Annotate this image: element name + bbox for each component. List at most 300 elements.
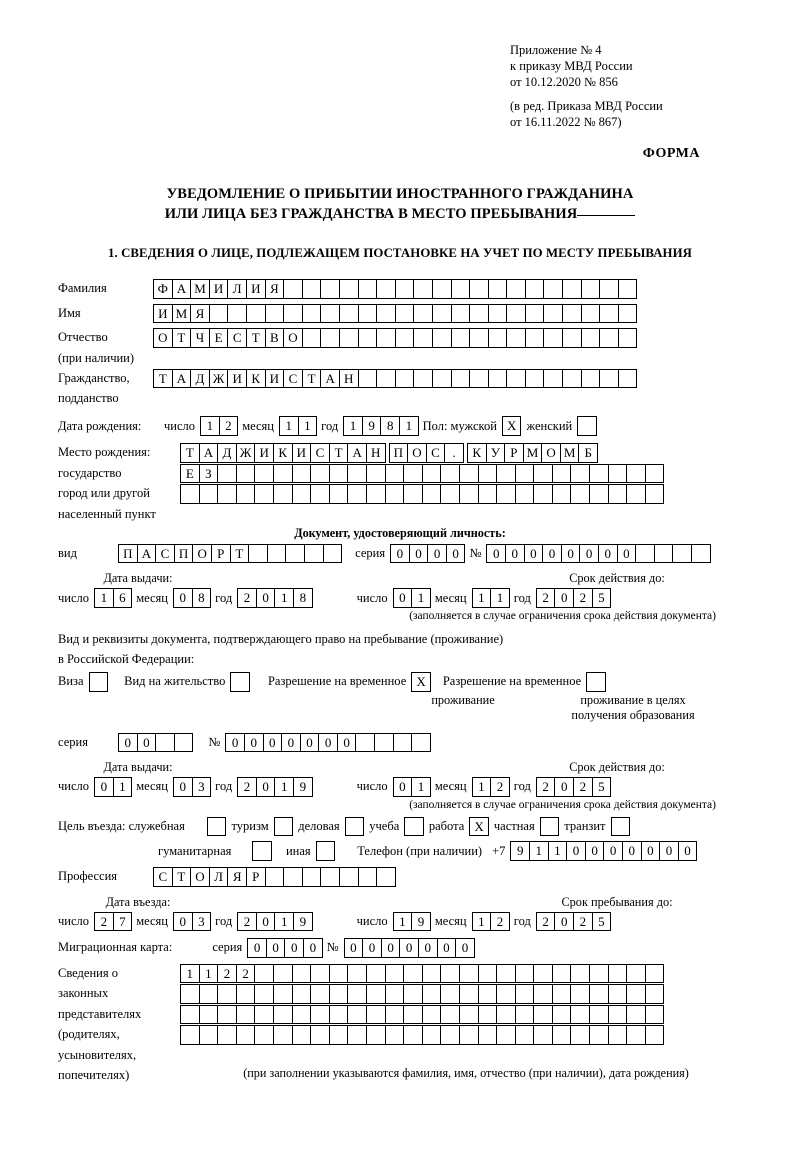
birth-month-input[interactable] [279,416,316,436]
char-cell[interactable]: 3 [192,912,212,932]
document-series-input[interactable] [390,544,464,564]
char-cell[interactable] [422,464,442,484]
char-cell[interactable]: 0 [390,544,410,564]
char-cell[interactable]: Л [227,279,247,299]
migration-number-input[interactable] [344,938,474,958]
char-cell[interactable]: 5 [592,588,612,608]
permit-valid-month-input[interactable] [472,777,509,797]
char-cell[interactable] [440,964,460,984]
char-cell[interactable] [618,328,638,348]
char-cell[interactable]: П [174,544,194,564]
char-cell[interactable] [302,867,322,887]
char-cell[interactable] [589,984,609,1004]
char-cell[interactable]: 0 [409,544,429,564]
char-cell[interactable] [496,484,516,504]
char-cell[interactable] [283,867,303,887]
char-cell[interactable]: 0 [318,733,338,753]
char-cell[interactable] [626,464,646,484]
char-cell[interactable] [478,1005,498,1025]
char-cell[interactable]: 5 [592,777,612,797]
char-cell[interactable] [265,867,285,887]
char-cell[interactable] [199,1005,219,1025]
char-cell[interactable]: Я [190,304,210,324]
issue-year-input[interactable] [237,588,311,608]
char-cell[interactable]: Р [211,544,231,564]
char-cell[interactable] [525,369,545,389]
char-cell[interactable] [618,279,638,299]
char-cell[interactable]: 0 [393,777,413,797]
char-cell[interactable] [599,328,619,348]
char-cell[interactable]: 0 [118,733,138,753]
char-cell[interactable]: А [320,369,340,389]
char-cell[interactable]: 0 [173,588,193,608]
char-cell[interactable]: 7 [113,912,133,932]
char-cell[interactable] [217,464,237,484]
char-cell[interactable] [174,733,194,753]
char-cell[interactable]: И [246,279,266,299]
char-cell[interactable] [626,1005,646,1025]
char-cell[interactable] [589,484,609,504]
char-cell[interactable] [403,464,423,484]
char-cell[interactable]: С [227,328,247,348]
char-cell[interactable] [645,1005,665,1025]
char-cell[interactable] [533,484,553,504]
char-cell[interactable]: М [523,443,543,463]
char-cell[interactable] [273,484,293,504]
char-cell[interactable] [422,484,442,504]
char-cell[interactable]: О [192,544,212,564]
char-cell[interactable] [366,464,386,484]
char-cell[interactable] [385,1025,405,1045]
char-cell[interactable]: 0 [256,777,276,797]
char-cell[interactable] [552,984,572,1004]
char-cell[interactable]: 2 [94,912,114,932]
char-cell[interactable] [533,984,553,1004]
char-cell[interactable]: 0 [486,544,506,564]
char-cell[interactable] [374,733,394,753]
purpose-official-checkbox[interactable] [207,817,227,837]
char-cell[interactable] [403,964,423,984]
char-cell[interactable] [385,964,405,984]
char-cell[interactable] [469,304,489,324]
char-cell[interactable]: 0 [641,841,661,861]
char-cell[interactable] [608,1025,628,1045]
char-cell[interactable]: С [155,544,175,564]
char-cell[interactable]: 0 [437,938,457,958]
char-cell[interactable]: 2 [573,588,593,608]
char-cell[interactable] [515,484,535,504]
char-cell[interactable] [339,279,359,299]
char-cell[interactable]: М [560,443,580,463]
char-cell[interactable] [552,1005,572,1025]
entry-month-input[interactable] [173,912,210,932]
char-cell[interactable] [515,984,535,1004]
char-cell[interactable]: О [407,443,427,463]
char-cell[interactable] [358,369,378,389]
char-cell[interactable] [543,279,563,299]
char-cell[interactable]: 0 [455,938,475,958]
char-cell[interactable]: 0 [659,841,679,861]
char-cell[interactable]: Т [329,443,349,463]
char-cell[interactable] [432,328,452,348]
char-cell[interactable]: А [172,279,192,299]
char-cell[interactable]: 0 [137,733,157,753]
char-cell[interactable]: 0 [303,938,323,958]
visa-checkbox[interactable] [89,672,109,692]
char-cell[interactable]: Н [339,369,359,389]
char-cell[interactable]: 2 [536,777,556,797]
char-cell[interactable] [395,279,415,299]
char-cell[interactable] [376,328,396,348]
char-cell[interactable] [246,304,266,324]
char-cell[interactable] [329,964,349,984]
char-cell[interactable]: 1 [274,777,294,797]
permit-series-input[interactable] [118,733,192,753]
char-cell[interactable]: Т [153,369,173,389]
birthplace-line-2-input[interactable] [180,464,663,484]
char-cell[interactable]: П [389,443,409,463]
entry-day-input[interactable] [94,912,131,932]
legal-rep-line-1-input[interactable] [180,964,663,984]
char-cell[interactable] [488,304,508,324]
char-cell[interactable]: 0 [542,544,562,564]
char-cell[interactable] [310,964,330,984]
char-cell[interactable] [552,964,572,984]
char-cell[interactable]: . [444,443,464,463]
char-cell[interactable]: 2 [237,777,257,797]
char-cell[interactable]: 0 [381,938,401,958]
phone-input[interactable] [510,841,696,861]
char-cell[interactable] [310,984,330,1004]
char-cell[interactable] [347,1005,367,1025]
char-cell[interactable]: 6 [113,588,133,608]
issue-day-input[interactable] [94,588,131,608]
char-cell[interactable]: А [172,369,192,389]
char-cell[interactable]: 0 [244,733,264,753]
char-cell[interactable] [180,484,200,504]
purpose-business-checkbox[interactable] [345,817,365,837]
char-cell[interactable] [254,484,274,504]
char-cell[interactable] [478,1025,498,1045]
char-cell[interactable]: И [265,369,285,389]
char-cell[interactable]: 0 [554,588,574,608]
char-cell[interactable] [366,484,386,504]
char-cell[interactable] [339,328,359,348]
char-cell[interactable]: 0 [566,841,586,861]
char-cell[interactable] [320,328,340,348]
char-cell[interactable] [525,328,545,348]
char-cell[interactable] [329,1005,349,1025]
char-cell[interactable] [506,304,526,324]
char-cell[interactable] [451,369,471,389]
char-cell[interactable]: 9 [293,912,313,932]
char-cell[interactable] [459,964,479,984]
char-cell[interactable]: С [153,867,173,887]
legal-rep-line-4-input[interactable] [180,1025,663,1045]
char-cell[interactable]: 0 [446,544,466,564]
char-cell[interactable]: 2 [490,777,510,797]
char-cell[interactable] [525,304,545,324]
char-cell[interactable] [395,304,415,324]
char-cell[interactable]: 0 [344,938,364,958]
char-cell[interactable] [292,484,312,504]
char-cell[interactable] [320,867,340,887]
char-cell[interactable]: 2 [536,912,556,932]
valid-day-input[interactable] [393,588,430,608]
char-cell[interactable]: 0 [603,841,623,861]
char-cell[interactable] [310,464,330,484]
char-cell[interactable]: 0 [554,777,574,797]
valid-month-input[interactable] [472,588,509,608]
char-cell[interactable] [209,304,229,324]
char-cell[interactable]: Р [504,443,524,463]
char-cell[interactable]: 0 [418,938,438,958]
char-cell[interactable] [273,1025,293,1045]
char-cell[interactable] [329,484,349,504]
char-cell[interactable]: 9 [510,841,530,861]
char-cell[interactable]: И [254,443,274,463]
char-cell[interactable] [478,484,498,504]
char-cell[interactable] [432,279,452,299]
char-cell[interactable] [525,279,545,299]
char-cell[interactable] [403,1005,423,1025]
char-cell[interactable] [366,984,386,1004]
char-cell[interactable]: 3 [192,777,212,797]
char-cell[interactable] [635,544,655,564]
char-cell[interactable]: И [227,369,247,389]
char-cell[interactable] [608,464,628,484]
char-cell[interactable]: М [172,304,192,324]
char-cell[interactable] [496,1025,516,1045]
char-cell[interactable] [273,464,293,484]
citizenship-input[interactable] [153,369,636,389]
char-cell[interactable]: О [283,328,303,348]
char-cell[interactable] [552,484,572,504]
char-cell[interactable] [236,1005,256,1025]
char-cell[interactable]: 0 [393,588,413,608]
char-cell[interactable] [155,733,175,753]
char-cell[interactable] [376,369,396,389]
char-cell[interactable] [506,328,526,348]
char-cell[interactable] [488,279,508,299]
char-cell[interactable]: 1 [490,588,510,608]
permit-issue-day-input[interactable] [94,777,131,797]
char-cell[interactable]: 0 [554,912,574,932]
char-cell[interactable]: 9 [293,777,313,797]
char-cell[interactable] [411,733,431,753]
char-cell[interactable] [339,304,359,324]
char-cell[interactable] [285,544,305,564]
char-cell[interactable] [292,1005,312,1025]
char-cell[interactable] [180,984,200,1004]
char-cell[interactable] [515,964,535,984]
char-cell[interactable] [626,984,646,1004]
char-cell[interactable] [478,964,498,984]
char-cell[interactable]: 8 [192,588,212,608]
birth-year-input[interactable] [343,416,417,436]
char-cell[interactable] [236,484,256,504]
char-cell[interactable] [199,984,219,1004]
char-cell[interactable]: 2 [217,964,237,984]
char-cell[interactable]: А [199,443,219,463]
char-cell[interactable] [292,984,312,1004]
char-cell[interactable]: 1 [200,416,220,436]
char-cell[interactable] [543,328,563,348]
char-cell[interactable]: 0 [256,588,276,608]
char-cell[interactable] [691,544,711,564]
char-cell[interactable] [217,1025,237,1045]
char-cell[interactable] [366,1005,386,1025]
char-cell[interactable]: 0 [622,841,642,861]
char-cell[interactable]: И [153,304,173,324]
stay-day-input[interactable] [393,912,430,932]
char-cell[interactable]: Т [172,328,192,348]
char-cell[interactable] [459,1005,479,1025]
char-cell[interactable] [393,733,413,753]
char-cell[interactable]: Ч [190,328,210,348]
char-cell[interactable] [217,1005,237,1025]
char-cell[interactable]: 1 [529,841,549,861]
char-cell[interactable] [626,1025,646,1045]
char-cell[interactable] [570,1025,590,1045]
char-cell[interactable]: 0 [427,544,447,564]
char-cell[interactable] [515,464,535,484]
char-cell[interactable]: 0 [524,544,544,564]
char-cell[interactable] [329,1025,349,1045]
char-cell[interactable] [533,464,553,484]
char-cell[interactable]: 1 [472,777,492,797]
entry-year-input[interactable] [237,912,311,932]
char-cell[interactable]: 0 [678,841,698,861]
char-cell[interactable]: И [209,279,229,299]
char-cell[interactable]: 5 [592,912,612,932]
char-cell[interactable] [440,484,460,504]
char-cell[interactable]: С [310,443,330,463]
char-cell[interactable] [506,279,526,299]
char-cell[interactable]: 0 [266,938,286,958]
char-cell[interactable] [302,328,322,348]
char-cell[interactable] [562,304,582,324]
char-cell[interactable] [413,304,433,324]
char-cell[interactable] [570,984,590,1004]
char-cell[interactable]: Т [302,369,322,389]
char-cell[interactable] [292,464,312,484]
char-cell[interactable] [366,1025,386,1045]
char-cell[interactable] [581,304,601,324]
char-cell[interactable] [581,328,601,348]
char-cell[interactable]: 1 [411,588,431,608]
char-cell[interactable] [180,1025,200,1045]
char-cell[interactable] [254,964,274,984]
char-cell[interactable]: 1 [113,777,133,797]
char-cell[interactable] [589,1005,609,1025]
name-input[interactable] [153,304,636,324]
char-cell[interactable] [645,484,665,504]
char-cell[interactable] [618,304,638,324]
char-cell[interactable] [451,328,471,348]
char-cell[interactable] [366,964,386,984]
temp-residence-checkbox[interactable]: X [411,672,431,692]
char-cell[interactable] [599,304,619,324]
purpose-humanitarian-checkbox[interactable] [252,841,272,861]
char-cell[interactable] [459,984,479,1004]
char-cell[interactable] [273,964,293,984]
char-cell[interactable] [283,279,303,299]
char-cell[interactable] [376,304,396,324]
char-cell[interactable] [310,484,330,504]
char-cell[interactable]: 0 [617,544,637,564]
migration-series-input[interactable] [247,938,321,958]
char-cell[interactable]: 1 [399,416,419,436]
char-cell[interactable]: Р [246,867,266,887]
char-cell[interactable] [515,1005,535,1025]
char-cell[interactable] [626,484,646,504]
char-cell[interactable] [618,369,638,389]
char-cell[interactable] [581,279,601,299]
char-cell[interactable] [478,464,498,484]
char-cell[interactable]: 9 [411,912,431,932]
char-cell[interactable]: 1 [94,588,114,608]
birthplace-line-3-input[interactable] [180,484,663,504]
char-cell[interactable]: Ж [209,369,229,389]
purpose-study-checkbox[interactable] [404,817,424,837]
char-cell[interactable] [217,984,237,1004]
char-cell[interactable] [320,279,340,299]
surname-input[interactable] [153,279,636,299]
char-cell[interactable] [459,464,479,484]
purpose-tourism-checkbox[interactable] [274,817,294,837]
char-cell[interactable]: И [292,443,312,463]
char-cell[interactable] [347,464,367,484]
char-cell[interactable] [570,1005,590,1025]
char-cell[interactable] [672,544,692,564]
char-cell[interactable]: 0 [585,841,605,861]
char-cell[interactable]: А [137,544,157,564]
char-cell[interactable] [589,964,609,984]
char-cell[interactable] [385,464,405,484]
char-cell[interactable] [347,484,367,504]
legal-rep-line-2-input[interactable] [180,984,663,1004]
char-cell[interactable] [626,964,646,984]
char-cell[interactable] [432,369,452,389]
char-cell[interactable]: 1 [180,964,200,984]
char-cell[interactable]: 1 [393,912,413,932]
char-cell[interactable] [227,304,247,324]
char-cell[interactable]: 0 [561,544,581,564]
char-cell[interactable] [496,984,516,1004]
char-cell[interactable]: А [347,443,367,463]
char-cell[interactable]: Е [209,328,229,348]
char-cell[interactable]: Ж [236,443,256,463]
char-cell[interactable] [347,1025,367,1045]
char-cell[interactable] [358,304,378,324]
char-cell[interactable] [273,1005,293,1025]
permit-issue-year-input[interactable] [237,777,311,797]
char-cell[interactable] [533,1025,553,1045]
char-cell[interactable] [347,984,367,1004]
char-cell[interactable] [283,304,303,324]
char-cell[interactable]: 0 [256,912,276,932]
char-cell[interactable]: К [467,443,487,463]
edu-residence-checkbox[interactable] [586,672,606,692]
char-cell[interactable] [562,279,582,299]
char-cell[interactable] [440,1005,460,1025]
char-cell[interactable]: 8 [380,416,400,436]
char-cell[interactable]: З [199,464,219,484]
birth-day-input[interactable] [200,416,237,436]
char-cell[interactable] [395,328,415,348]
char-cell[interactable] [599,369,619,389]
